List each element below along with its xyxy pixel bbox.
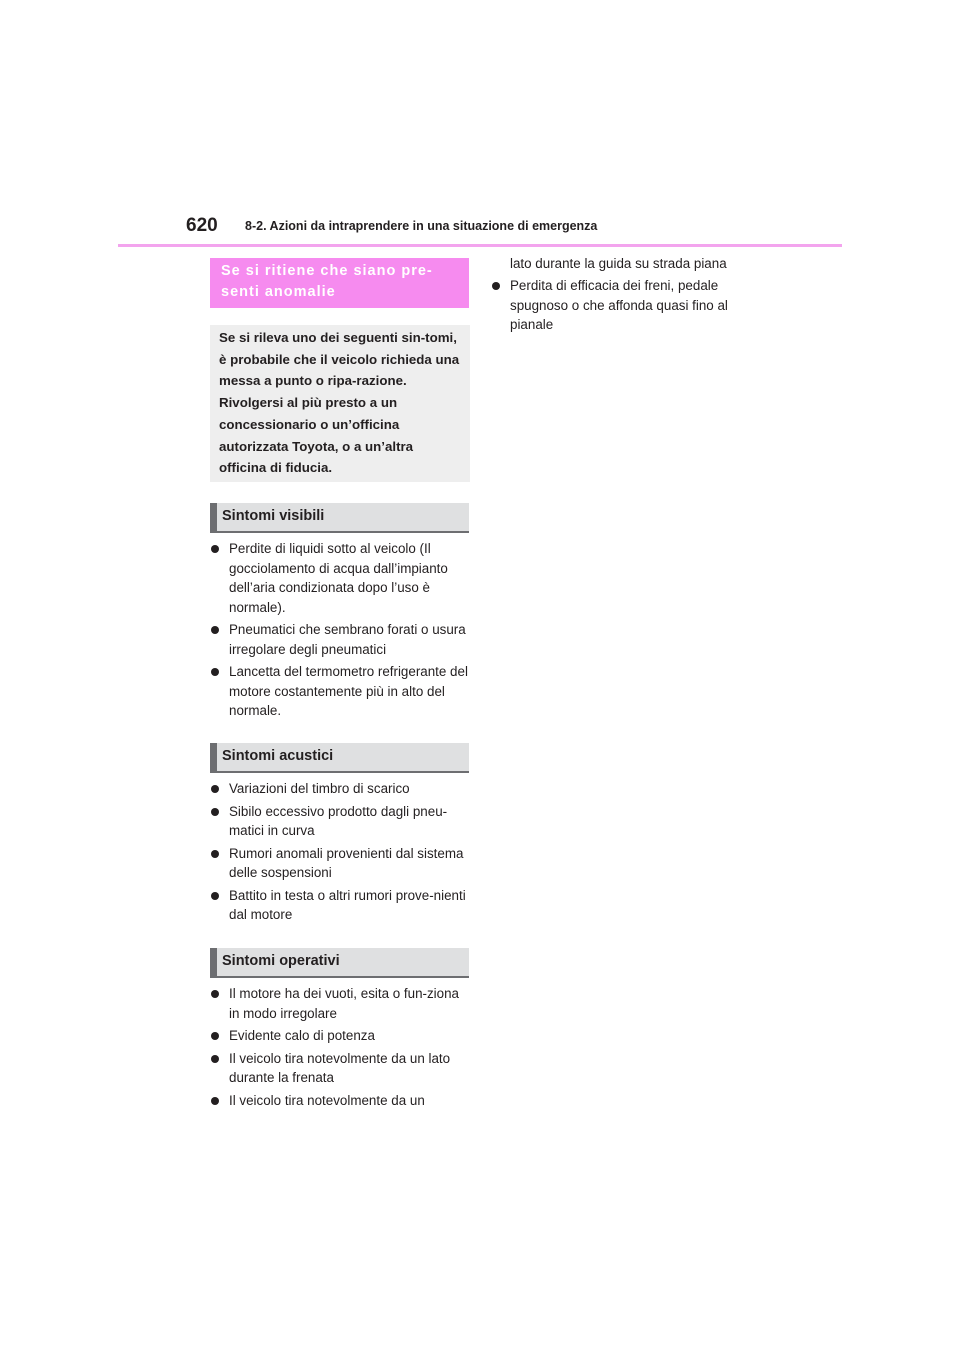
bullet-icon bbox=[211, 1032, 219, 1040]
list-right-column bbox=[491, 276, 753, 338]
list-item: Rumori anomali provenienti dal sistema delle sospensioni bbox=[210, 844, 468, 883]
list-item: Perdite di liquidi sotto al veicolo (Il gocciolamento di acqua dall’impianto dell’aria condizionata dopo l’uso è normale). bbox=[210, 539, 468, 617]
bullet-icon bbox=[211, 990, 219, 998]
bullet-icon bbox=[211, 808, 219, 816]
bullet-icon bbox=[211, 850, 219, 858]
bullet-icon bbox=[211, 785, 219, 793]
section-heading-visibili: Sintomi visibili bbox=[210, 503, 469, 533]
page-number: 620 bbox=[186, 215, 218, 236]
list-item: Il veicolo tira notevolmente da un bbox=[210, 1091, 468, 1111]
list-item: Battito in testa o altri rumori prove-nienti dal motore bbox=[210, 886, 468, 925]
intro-box bbox=[210, 325, 470, 482]
list-item: Lancetta del termometro refrigerante del motore costantemente più in alto del normale. bbox=[210, 662, 468, 721]
bullet-icon bbox=[211, 626, 219, 634]
continued-text: lato durante la guida su strada piana bbox=[510, 256, 727, 271]
intro-text: Se si rileva uno dei seguenti sin-tomi, è probabile che il veicolo richieda una messa a punto o ripa-razione. Rivolgersi al più presto a un concessionario o un’officina autorizzata Toyota, o a un’altra officina di fiducia. bbox=[219, 330, 460, 476]
section-heading-operativi: Sintomi operativi bbox=[210, 948, 469, 978]
list-item: Variazioni del timbro di scarico bbox=[210, 779, 468, 799]
bullet-icon bbox=[211, 545, 219, 553]
list-visibili bbox=[210, 539, 468, 724]
list-item: Pneumatici che sembrano forati o usura irregolare degli pneumatici bbox=[210, 620, 468, 659]
chapter-title: 8-2. Azioni da intraprendere in una situazione di emergenza bbox=[245, 219, 598, 233]
section-heading-acustici: Sintomi acustici bbox=[210, 743, 469, 773]
bullet-icon bbox=[211, 1055, 219, 1063]
list-item: Evidente calo di potenza bbox=[210, 1026, 468, 1046]
list-item: Perdita di efficacia dei freni, pedale spugnoso o che affonda quasi fino al pianale bbox=[491, 276, 753, 335]
list-item: Sibilo eccessivo prodotto dagli pneu-matici in curva bbox=[210, 802, 468, 841]
bullet-icon bbox=[211, 668, 219, 676]
list-item: Il veicolo tira notevolmente da un lato durante la frenata bbox=[210, 1049, 468, 1088]
list-operativi bbox=[210, 984, 468, 1113]
list-item: Il motore ha dei vuoti, esita o fun-ziona in modo irregolare bbox=[210, 984, 468, 1023]
list-acustici bbox=[210, 779, 468, 928]
header-divider bbox=[118, 244, 842, 247]
bullet-icon bbox=[211, 892, 219, 900]
bullet-icon bbox=[492, 282, 500, 290]
bullet-icon bbox=[211, 1097, 219, 1105]
main-heading: Se si ritiene che siano pre-senti anomalie bbox=[210, 258, 469, 308]
